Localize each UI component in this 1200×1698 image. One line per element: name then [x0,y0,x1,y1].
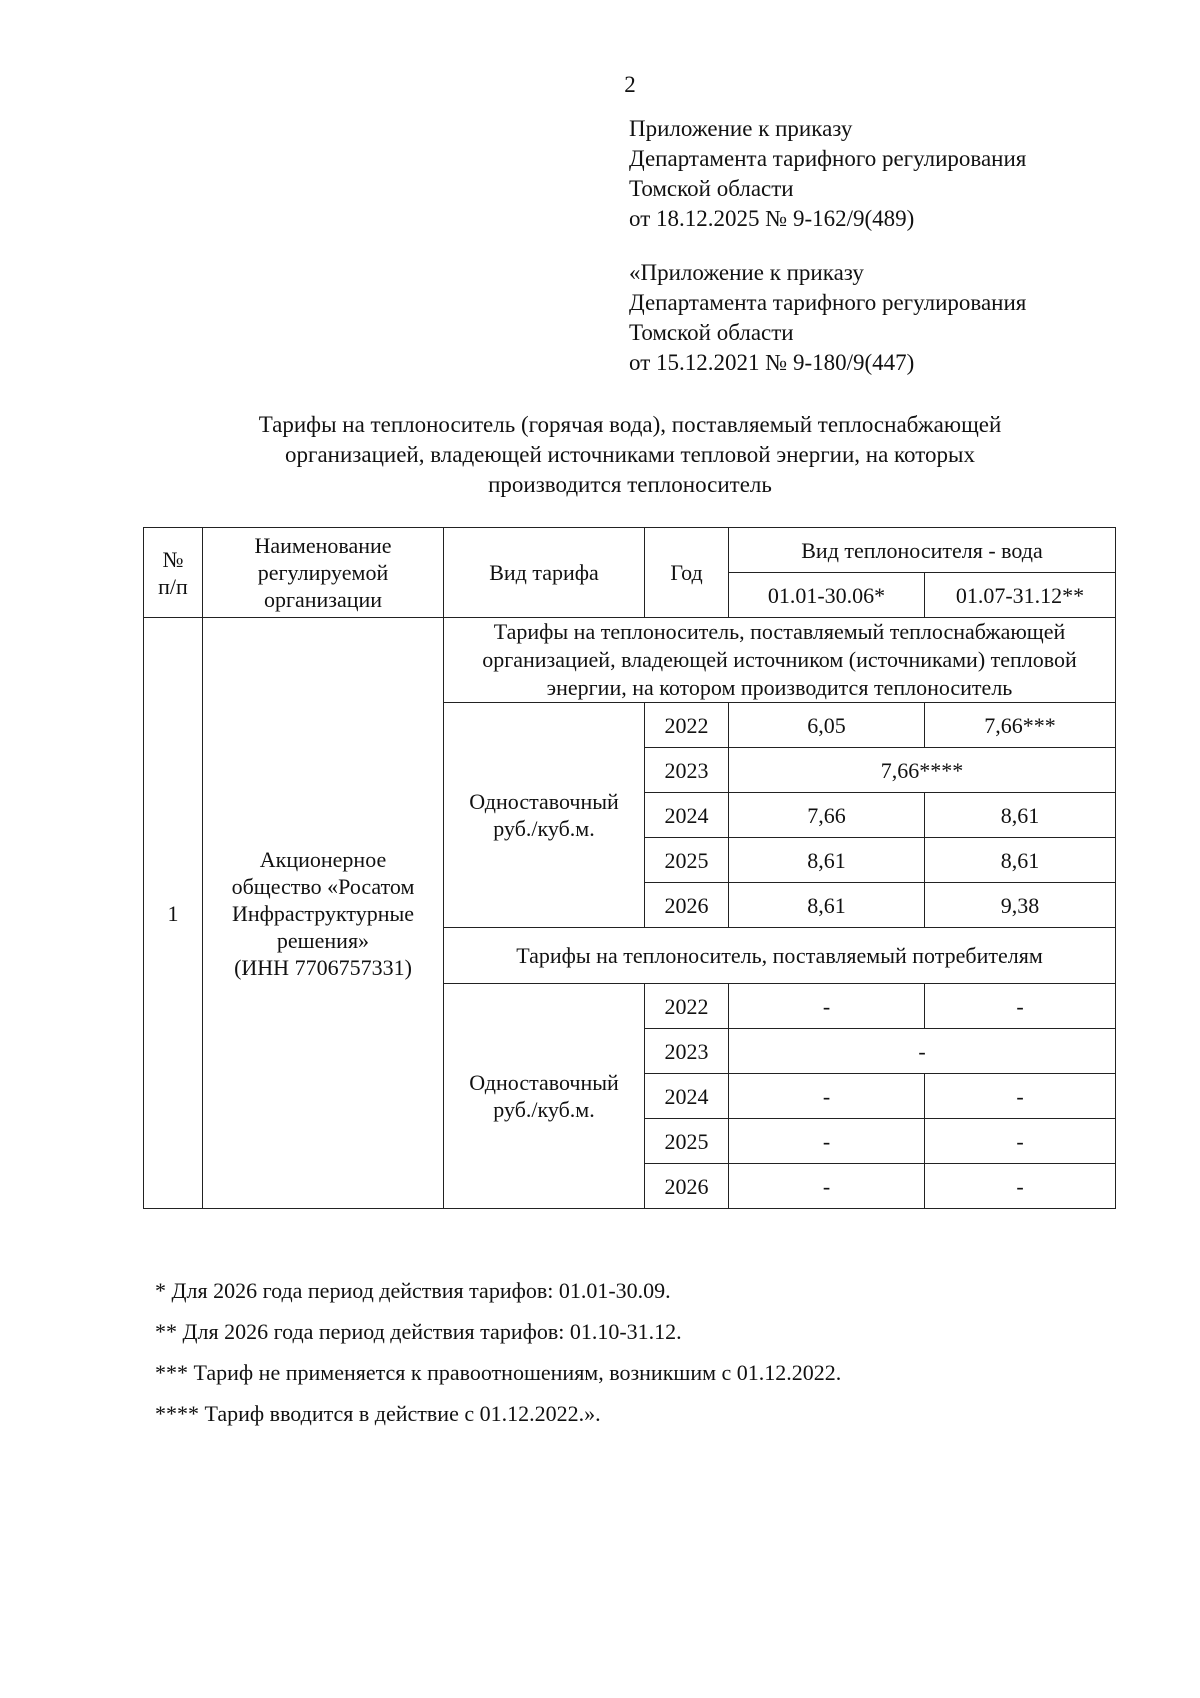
title-line: производится теплоноситель [488,472,772,497]
value-cell: 7,66*** [925,703,1116,748]
org-line: общество «Росатом [231,873,415,899]
footnote: *** Тариф не применяется к правоотношениям, возникшим с 01.12.2022. [155,1360,842,1385]
value-cell: 9,38 [925,883,1116,928]
org-line: решения» [276,927,370,953]
tariff-table [143,527,1116,1209]
value-cell: 6,05 [729,703,925,748]
year-cell: 2026 [645,1164,729,1209]
footnote: **** Тариф вводится в действие с 01.12.2022.». [155,1401,601,1426]
year-cell: 2025 [645,838,729,883]
header-org: Наименование регулируемой организации [203,528,444,618]
value-cell: - [729,984,925,1029]
annex-header-original [629,258,1149,378]
year-cell: 2025 [645,1119,729,1164]
org-line: Акционерное [259,846,387,872]
year-cell: 2022 [645,984,729,1029]
footnotes [155,1276,1115,1440]
section-2-tariff-type: Одноставочный руб./куб.м. [444,984,645,1209]
annex-line: Департамента тарифного регулирования [629,290,1027,315]
header-tariff-type: Вид тарифа [444,528,645,618]
title-line: Тарифы на теплоноситель (горячая вода), поставляемый теплоснабжающей [258,412,1002,437]
footnote: * Для 2026 года период действия тарифов: 01.01-30.09. [155,1278,671,1303]
value-cell: - [729,1164,925,1209]
page-number: 2 [624,72,636,97]
title-line: организацией, владеющей источниками тепловой энергии, на которых [285,442,975,467]
value-cell: - [925,984,1116,1029]
value-cell: 8,61 [925,793,1116,838]
footnote: ** Для 2026 года период действия тарифов: 01.10-31.12. [155,1319,682,1344]
header-num: № п/п [144,528,203,618]
value-cell-merged: - [729,1029,1116,1074]
document-title [160,410,1100,500]
annex-line: Томской области [629,176,794,201]
year-cell: 2022 [645,703,729,748]
section-2-title: Тарифы на теплоноситель, поставляемый потребителям [444,928,1116,984]
value-cell: - [729,1119,925,1164]
value-cell: - [925,1119,1116,1164]
organization-name [203,618,444,1209]
year-cell: 2023 [645,748,729,793]
header-period-1: 01.01-30.06* [729,573,925,618]
annex-line: «Приложение к приказу [629,260,864,285]
header-period-2: 01.07-31.12** [925,573,1116,618]
annex-line: от 15.12.2021 № 9-180/9(447) [629,350,915,375]
annex-line: Департамента тарифного регулирования [629,146,1027,171]
value-cell: - [925,1074,1116,1119]
value-cell: 7,66 [729,793,925,838]
year-cell: 2024 [645,1074,729,1119]
year-cell: 2024 [645,793,729,838]
annex-line: от 18.12.2025 № 9-162/9(489) [629,206,915,231]
annex-line: Приложение к приказу [629,116,853,141]
value-cell: - [729,1074,925,1119]
header-year: Год [645,528,729,618]
section-1-tariff-type: Одноставочный руб./куб.м. [444,703,645,928]
section-title-row [144,618,1116,703]
table-header-row [144,528,1116,573]
section-1-title: Тарифы на теплоноситель, поставляемый теплоснабжающей организацией, владеющей источником (источниками) тепловой энергии, на котором производится теплоноситель [444,618,1116,703]
annex-line: Томской области [629,320,794,345]
value-cell-merged: 7,66**** [729,748,1116,793]
value-cell: - [925,1164,1116,1209]
annex-header-current [629,114,1149,234]
year-cell: 2023 [645,1029,729,1074]
value-cell: 8,61 [925,838,1116,883]
header-carrier: Вид теплоносителя - вода [729,528,1116,573]
year-cell: 2026 [645,883,729,928]
row-number: 1 [144,618,203,1209]
value-cell: 8,61 [729,838,925,883]
value-cell: 8,61 [729,883,925,928]
org-line: (ИНН 7706757331) [234,954,412,980]
org-line: Инфраструктурные [231,900,415,926]
